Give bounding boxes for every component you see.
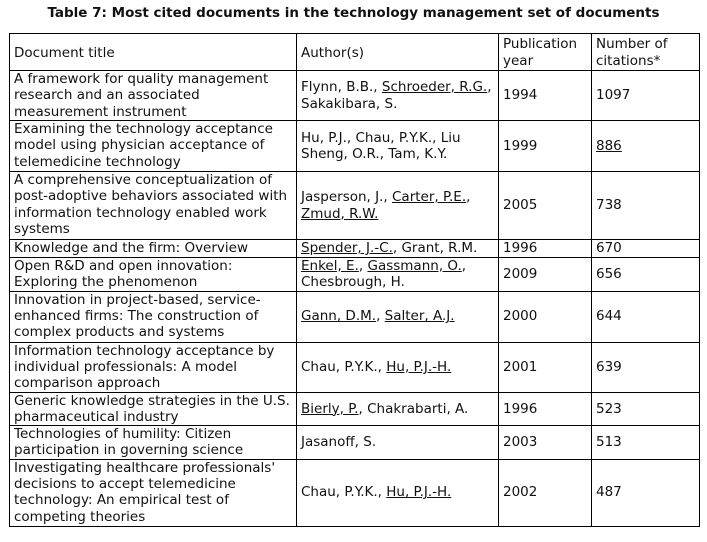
authors-cell: [297, 392, 499, 426]
document-title-cell: Open R&D and open innovation: Exploring the phenomenon: [10, 257, 297, 291]
author-link[interactable]: Carter, P.E.: [392, 189, 467, 205]
publication-year-cell: 2009: [499, 257, 592, 291]
authors-cell: [297, 257, 499, 291]
citations-value: 487: [596, 484, 622, 501]
authors-cell: [297, 426, 499, 460]
author-link[interactable]: Gassmann, O.: [367, 257, 462, 274]
table-row: [10, 459, 700, 526]
citations-table: [9, 33, 700, 527]
author-text: Hu, P.J., Chau, P.Y.K., Liu Sheng, O.R., Tam, K.Y.: [301, 129, 461, 162]
table-row: [10, 392, 700, 426]
citations-cell: [592, 71, 700, 121]
author-text: ,: [466, 189, 471, 205]
author-text: Chau, P.Y.K.,: [301, 484, 387, 501]
column-header-year: Publication year: [499, 34, 592, 71]
table-row: [10, 71, 700, 121]
citations-value: 639: [596, 358, 622, 375]
document-title-cell: Generic knowledge strategies in the U.S. pharmaceutical industry: [10, 392, 297, 426]
authors-cell: [297, 240, 499, 258]
column-header-authors: Author(s): [297, 34, 499, 71]
authors-cell: [297, 121, 499, 172]
column-header-title: Document title: [10, 34, 297, 71]
citations-value: 523: [596, 400, 622, 417]
author-link[interactable]: Bierly, P.: [301, 400, 359, 417]
author-link[interactable]: Zmud, R.W.: [301, 205, 379, 222]
author-link[interactable]: Hu, P.J.-H.: [386, 358, 452, 375]
document-title-cell: A framework for quality management research and an associated measurement instrument: [10, 71, 297, 121]
table-row: [10, 342, 700, 392]
document-title-cell: Investigating healthcare professionals' decisions to accept telemedicine technology: An empirical test of competing theories: [10, 459, 297, 526]
author-text: Jasanoff, S.: [301, 434, 377, 451]
citations-cell: [592, 172, 700, 240]
citations-cell: [592, 342, 700, 392]
author-text: , Sakakibara, S.: [301, 79, 492, 112]
author-text: ,: [376, 308, 385, 325]
citations-value: 1097: [596, 87, 631, 104]
table-row: [10, 121, 700, 172]
document-title-cell: A comprehensive conceptualization of post-adoptive behaviors associated with information technology enabled work systems: [10, 172, 297, 240]
author-text: , Grant, R.M.: [392, 240, 478, 256]
citations-cell: [592, 257, 700, 291]
document-title-cell: Knowledge and the firm: Overview: [10, 240, 297, 258]
author-link[interactable]: Enkel, E.: [301, 257, 359, 274]
table-caption: Table 7: Most cited documents in the technology management set of documents: [47, 5, 660, 21]
author-text: Flynn, B.B.,: [301, 79, 382, 95]
author-text: , Chesbrough, H.: [301, 257, 467, 290]
authors-cell: [297, 71, 499, 121]
citations-cell: [592, 426, 700, 460]
publication-year-cell: 1994: [499, 71, 592, 121]
publication-year-cell: 2000: [499, 291, 592, 342]
authors-cell: [297, 172, 499, 240]
author-link[interactable]: Schroeder, R.G.: [381, 79, 488, 95]
citations-value: 644: [596, 308, 622, 325]
author-text: Chau, P.Y.K.,: [301, 358, 387, 375]
author-link[interactable]: Salter, A.J.: [384, 308, 455, 325]
author-text: Jasperson, J.,: [301, 189, 392, 205]
document-title-cell: Technologies of humility: Citizen participation in governing science: [10, 426, 297, 460]
citations-cell: [592, 459, 700, 526]
column-header-citations: Number of citations*: [592, 34, 700, 71]
document-title-cell: Innovation in project-based, service-enhanced firms: The construction of complex products and systems: [10, 291, 297, 342]
publication-year-cell: 1996: [499, 392, 592, 426]
publication-year-cell: 1996: [499, 240, 592, 258]
document-title-cell: Examining the technology acceptance model using physician acceptance of telemedicine technology: [10, 121, 297, 172]
publication-year-cell: 2001: [499, 342, 592, 392]
author-text: , Chakrabarti, A.: [358, 400, 469, 417]
citations-cell: [592, 392, 700, 426]
table-row: [10, 172, 700, 240]
table-row: [10, 291, 700, 342]
citations-link[interactable]: 886: [596, 137, 622, 154]
table-header-row: [10, 34, 700, 71]
authors-cell: [297, 459, 499, 526]
citations-cell: [592, 291, 700, 342]
table-row: [10, 257, 700, 291]
publication-year-cell: 1999: [499, 121, 592, 172]
author-text: ,: [358, 257, 368, 274]
authors-cell: [297, 342, 499, 392]
author-link[interactable]: Spender, J.-C.: [301, 240, 393, 256]
publication-year-cell: 2005: [499, 172, 592, 240]
table-row: [10, 240, 700, 258]
table-row: [10, 426, 700, 460]
citations-cell: [592, 240, 700, 258]
citations-value: 513: [596, 434, 622, 451]
authors-cell: [297, 291, 499, 342]
citations-value: 656: [596, 265, 622, 282]
author-link[interactable]: Gann, D.M.: [301, 308, 377, 325]
table-body: [10, 71, 700, 527]
citations-cell: [592, 121, 700, 172]
publication-year-cell: 2002: [499, 459, 592, 526]
author-link[interactable]: Hu, P.J.-H.: [386, 484, 452, 501]
citations-value: 738: [596, 197, 622, 214]
citations-value: 670: [596, 240, 622, 256]
document-title-cell: Information technology acceptance by individual professionals: A model comparison approach: [10, 342, 297, 392]
publication-year-cell: 2003: [499, 426, 592, 460]
